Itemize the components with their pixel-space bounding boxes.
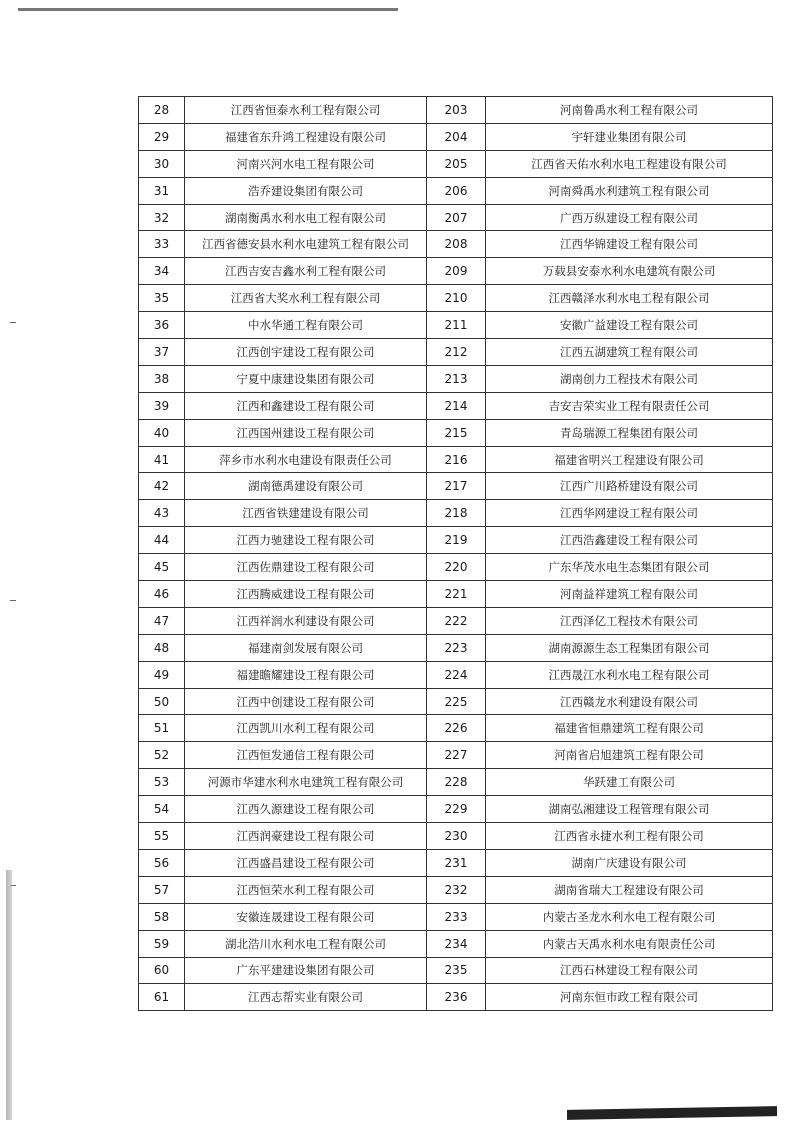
table-row	[139, 769, 773, 796]
company-name-right: 内蒙古圣龙水利水电工程有限公司	[486, 903, 773, 930]
row-number-left: 58	[139, 903, 185, 930]
row-number-right: 208	[427, 231, 486, 258]
row-number-left: 29	[139, 123, 185, 150]
company-name-right: 华跃建工有限公司	[486, 769, 773, 796]
table-row	[139, 365, 773, 392]
company-name-left: 中水华通工程有限公司	[185, 312, 427, 339]
row-number-right: 207	[427, 204, 486, 231]
row-number-left: 42	[139, 473, 185, 500]
table-row	[139, 339, 773, 366]
scan-edge-bottom	[567, 1106, 777, 1120]
row-number-left: 36	[139, 312, 185, 339]
row-number-left: 40	[139, 419, 185, 446]
row-number-right: 236	[427, 984, 486, 1011]
company-name-left: 江西和鑫建设工程有限公司	[185, 392, 427, 419]
company-name-right: 河南鲁禹水利工程有限公司	[486, 97, 773, 124]
company-name-right: 河南省启旭建筑工程有限公司	[486, 742, 773, 769]
row-number-right: 230	[427, 823, 486, 850]
row-number-right: 232	[427, 876, 486, 903]
row-number-right: 210	[427, 285, 486, 312]
row-number-right: 231	[427, 849, 486, 876]
row-number-right: 212	[427, 339, 486, 366]
table-row	[139, 715, 773, 742]
row-number-right: 228	[427, 769, 486, 796]
company-list-table	[138, 96, 773, 1011]
table-row	[139, 634, 773, 661]
company-name-left: 江西久源建设工程有限公司	[185, 796, 427, 823]
company-name-right: 湖南源源生态工程集团有限公司	[486, 634, 773, 661]
company-name-left: 安徽连晟建设工程有限公司	[185, 903, 427, 930]
company-name-right: 江西赣泽水利水电工程有限公司	[486, 285, 773, 312]
table-row	[139, 581, 773, 608]
row-number-right: 213	[427, 365, 486, 392]
company-name-right: 广东华茂水电生态集团有限公司	[486, 554, 773, 581]
company-name-right: 江西晟江水利水电工程有限公司	[486, 661, 773, 688]
table-row	[139, 984, 773, 1011]
row-number-left: 55	[139, 823, 185, 850]
company-name-left: 湖北浩川水利水电工程有限公司	[185, 930, 427, 957]
table-row	[139, 823, 773, 850]
row-number-right: 205	[427, 150, 486, 177]
row-number-right: 216	[427, 446, 486, 473]
company-name-right: 内蒙古天禹水利水电有限责任公司	[486, 930, 773, 957]
row-number-right: 235	[427, 957, 486, 984]
company-name-right: 江西五湖建筑工程有限公司	[486, 339, 773, 366]
row-number-right: 209	[427, 258, 486, 285]
row-number-right: 214	[427, 392, 486, 419]
row-number-right: 229	[427, 796, 486, 823]
company-name-left: 江西润豪建设工程有限公司	[185, 823, 427, 850]
company-name-left: 江西省铁建建设有限公司	[185, 500, 427, 527]
row-number-right: 226	[427, 715, 486, 742]
company-name-left: 萍乡市水利水电建设有限责任公司	[185, 446, 427, 473]
row-number-left: 39	[139, 392, 185, 419]
company-name-right: 江西泽亿工程技术有限公司	[486, 607, 773, 634]
row-number-left: 56	[139, 849, 185, 876]
table-row	[139, 177, 773, 204]
company-name-right: 吉安吉荣实业工程有限责任公司	[486, 392, 773, 419]
company-name-right: 湖南广庆建设有限公司	[486, 849, 773, 876]
table-row	[139, 204, 773, 231]
row-number-right: 234	[427, 930, 486, 957]
company-name-right: 江西华锦建设工程有限公司	[486, 231, 773, 258]
company-name-left: 江西志帮实业有限公司	[185, 984, 427, 1011]
company-name-right: 河南舜禹水利建筑工程有限公司	[486, 177, 773, 204]
table-row	[139, 392, 773, 419]
table-row	[139, 903, 773, 930]
company-name-left: 江西盛昌建设工程有限公司	[185, 849, 427, 876]
row-number-left: 44	[139, 527, 185, 554]
row-number-right: 227	[427, 742, 486, 769]
table-row	[139, 849, 773, 876]
company-name-left: 江西恒发通信工程有限公司	[185, 742, 427, 769]
row-number-right: 219	[427, 527, 486, 554]
company-name-left: 福建瞻耀建设工程有限公司	[185, 661, 427, 688]
row-number-left: 46	[139, 581, 185, 608]
table-row	[139, 285, 773, 312]
row-number-right: 233	[427, 903, 486, 930]
company-name-left: 江西祥润水利建设有限公司	[185, 607, 427, 634]
row-number-left: 47	[139, 607, 185, 634]
row-number-right: 206	[427, 177, 486, 204]
company-name-right: 青岛瑞源工程集团有限公司	[486, 419, 773, 446]
table-row	[139, 312, 773, 339]
row-number-left: 33	[139, 231, 185, 258]
table-row	[139, 97, 773, 124]
row-number-left: 51	[139, 715, 185, 742]
table-row	[139, 607, 773, 634]
company-name-left: 湖南德禹建设有限公司	[185, 473, 427, 500]
company-name-right: 江西省永捷水利工程有限公司	[486, 823, 773, 850]
company-name-right: 广西万纵建设工程有限公司	[486, 204, 773, 231]
row-number-right: 222	[427, 607, 486, 634]
row-number-left: 49	[139, 661, 185, 688]
row-number-left: 32	[139, 204, 185, 231]
company-name-left: 浩乔建设集团有限公司	[185, 177, 427, 204]
table-row	[139, 473, 773, 500]
company-name-right: 江西省天佑水利水电工程建设有限公司	[486, 150, 773, 177]
row-number-left: 38	[139, 365, 185, 392]
row-number-left: 57	[139, 876, 185, 903]
company-name-right: 福建省恒鼎建筑工程有限公司	[486, 715, 773, 742]
scan-mark	[10, 322, 16, 323]
scan-edge-left	[6, 870, 12, 1120]
company-name-left: 江西力驰建设工程有限公司	[185, 527, 427, 554]
company-name-right: 江西华网建设工程有限公司	[486, 500, 773, 527]
table-row	[139, 742, 773, 769]
row-number-right: 220	[427, 554, 486, 581]
company-name-left: 宁夏中康建设集团有限公司	[185, 365, 427, 392]
company-name-left: 江西吉安吉鑫水利工程有限公司	[185, 258, 427, 285]
row-number-left: 52	[139, 742, 185, 769]
company-name-left: 广东平建建设集团有限公司	[185, 957, 427, 984]
row-number-left: 61	[139, 984, 185, 1011]
table-row	[139, 419, 773, 446]
row-number-right: 218	[427, 500, 486, 527]
row-number-left: 60	[139, 957, 185, 984]
table-row	[139, 796, 773, 823]
row-number-left: 59	[139, 930, 185, 957]
company-name-right: 江西赣龙水利建设有限公司	[486, 688, 773, 715]
row-number-right: 224	[427, 661, 486, 688]
company-name-left: 江西凯川水利工程有限公司	[185, 715, 427, 742]
row-number-right: 215	[427, 419, 486, 446]
company-name-right: 河南东恒市政工程有限公司	[486, 984, 773, 1011]
table-row	[139, 554, 773, 581]
company-name-left: 福建南剑发展有限公司	[185, 634, 427, 661]
company-name-right: 福建省明兴工程建设有限公司	[486, 446, 773, 473]
scan-mark	[10, 600, 16, 601]
scan-edge-top	[18, 8, 398, 11]
row-number-left: 50	[139, 688, 185, 715]
company-name-left: 湖南衡禹水利水电工程有限公司	[185, 204, 427, 231]
company-name-right: 万载县安泰水利水电建筑有限公司	[486, 258, 773, 285]
company-name-right: 湖南省瑞大工程建设有限公司	[486, 876, 773, 903]
company-name-left: 河源市华建水利水电建筑工程有限公司	[185, 769, 427, 796]
table-row	[139, 661, 773, 688]
company-name-right: 江西广川路桥建设有限公司	[486, 473, 773, 500]
row-number-left: 31	[139, 177, 185, 204]
row-number-left: 53	[139, 769, 185, 796]
row-number-left: 37	[139, 339, 185, 366]
table-row	[139, 688, 773, 715]
row-number-right: 217	[427, 473, 486, 500]
company-name-right: 江西浩鑫建设工程有限公司	[486, 527, 773, 554]
table-row	[139, 150, 773, 177]
row-number-left: 43	[139, 500, 185, 527]
row-number-left: 48	[139, 634, 185, 661]
row-number-right: 221	[427, 581, 486, 608]
row-number-left: 54	[139, 796, 185, 823]
company-name-left: 江西省恒泰水利工程有限公司	[185, 97, 427, 124]
table-row	[139, 527, 773, 554]
company-name-left: 江西省德安县水利水电建筑工程有限公司	[185, 231, 427, 258]
company-name-right: 河南益祥建筑工程有限公司	[486, 581, 773, 608]
company-name-left: 江西省大奖水利工程有限公司	[185, 285, 427, 312]
company-name-left: 江西恒荣水利工程有限公司	[185, 876, 427, 903]
row-number-left: 34	[139, 258, 185, 285]
row-number-left: 35	[139, 285, 185, 312]
table-row	[139, 258, 773, 285]
row-number-left: 41	[139, 446, 185, 473]
row-number-left: 28	[139, 97, 185, 124]
company-name-left: 江西国州建设工程有限公司	[185, 419, 427, 446]
row-number-left: 45	[139, 554, 185, 581]
company-name-left: 江西腾威建设工程有限公司	[185, 581, 427, 608]
company-name-left: 江西佐鼎建设工程有限公司	[185, 554, 427, 581]
company-name-right: 湖南创力工程技术有限公司	[486, 365, 773, 392]
company-name-right: 宇轩建业集团有限公司	[486, 123, 773, 150]
company-name-right: 江西石林建设工程有限公司	[486, 957, 773, 984]
row-number-right: 223	[427, 634, 486, 661]
row-number-right: 225	[427, 688, 486, 715]
row-number-right: 204	[427, 123, 486, 150]
row-number-right: 211	[427, 312, 486, 339]
table-row	[139, 446, 773, 473]
company-name-left: 福建省东升鸿工程建设有限公司	[185, 123, 427, 150]
company-name-right: 安徽广益建设工程有限公司	[486, 312, 773, 339]
table-row	[139, 876, 773, 903]
table-body	[139, 97, 773, 1011]
table-row	[139, 957, 773, 984]
row-number-right: 203	[427, 97, 486, 124]
table-row	[139, 930, 773, 957]
table-row	[139, 231, 773, 258]
company-name-right: 湖南弘湘建设工程管理有限公司	[486, 796, 773, 823]
company-name-left: 江西中创建设工程有限公司	[185, 688, 427, 715]
table-row	[139, 123, 773, 150]
company-name-left: 江西创宇建设工程有限公司	[185, 339, 427, 366]
row-number-left: 30	[139, 150, 185, 177]
table-row	[139, 500, 773, 527]
company-name-left: 河南兴河水电工程有限公司	[185, 150, 427, 177]
